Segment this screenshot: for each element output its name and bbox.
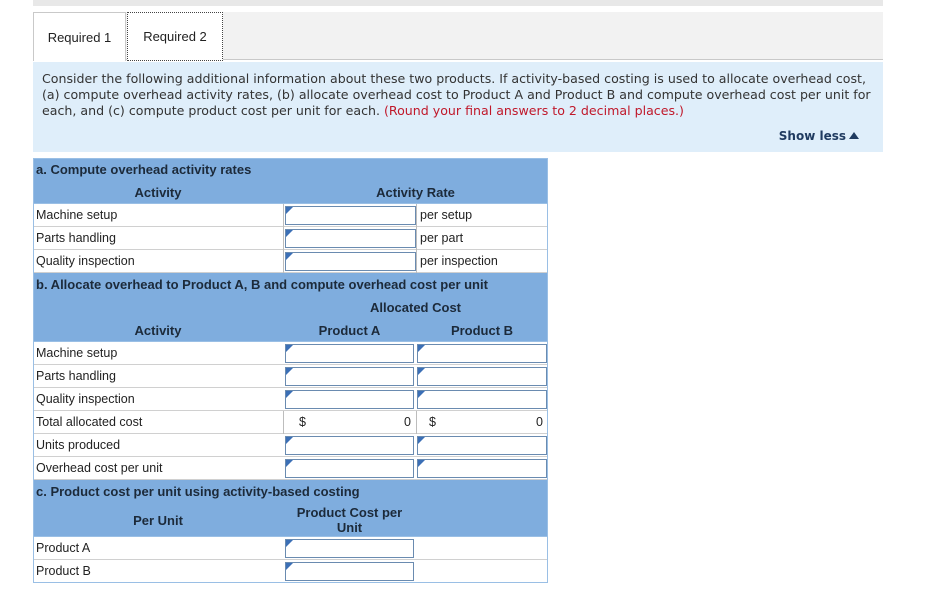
col-per-unit: Per Unit [133, 513, 183, 528]
section-a-title: a. Compute overhead activity rates [33, 158, 548, 181]
alloc-row-parts-handling [33, 365, 548, 388]
rate-input-machine-setup[interactable] [285, 206, 416, 225]
currency-symbol: $ [429, 415, 436, 429]
overhead-per-unit-row [33, 457, 548, 480]
total-product-a: 0 [404, 415, 411, 429]
tab-required-1[interactable]: Required 1 [33, 12, 126, 61]
overhead-b-input[interactable] [417, 459, 547, 478]
currency-symbol: $ [299, 415, 306, 429]
alloc-a-input-quality-inspection[interactable] [285, 390, 414, 409]
units-a-input[interactable] [285, 436, 414, 455]
col-product-b: Product B [450, 323, 514, 338]
col-activity: Activity [134, 323, 182, 338]
alloc-b-input-parts-handling[interactable] [417, 367, 547, 386]
col-activity: Activity [134, 185, 182, 200]
row-label: Overhead cost per unit [36, 461, 163, 475]
show-less-link[interactable] [779, 129, 859, 143]
rate-row-quality-inspection [33, 250, 548, 273]
unit-label: per inspection [420, 254, 498, 268]
tab-strip [33, 12, 883, 60]
alloc-row-machine-setup [33, 342, 548, 365]
product-cost-row-a [33, 537, 548, 560]
col-product-a: Product A [318, 323, 381, 338]
alloc-row-quality-inspection [33, 388, 548, 411]
total-product-b: 0 [536, 415, 543, 429]
total-allocated-row [33, 411, 548, 434]
product-cost-b-input[interactable] [285, 562, 414, 581]
show-less-label: Show less [778, 129, 846, 143]
units-b-input[interactable] [417, 436, 547, 455]
rate-input-quality-inspection[interactable] [285, 252, 416, 271]
row-label: Quality inspection [36, 392, 135, 406]
overhead-a-input[interactable] [285, 459, 414, 478]
instructions-body: Consider the following additional information about these two products. If activity-based costing is used to allocate overhead cost, (a) compute overhead activity rates, (b) allocate overhead cost to Product A and Product B and compute overhead cost per unit for each, and (c) compute product cost per unit for each. [42, 71, 871, 118]
tab-required-2[interactable]: Required 2 [127, 12, 223, 61]
row-label: Product B [36, 564, 91, 578]
alloc-b-input-quality-inspection[interactable] [417, 390, 547, 409]
rounding-note: (Round your final answers to 2 decimal places.) [384, 103, 684, 118]
row-label: Quality inspection [36, 254, 135, 268]
rate-row-machine-setup [33, 204, 548, 227]
rate-input-parts-handling[interactable] [285, 229, 416, 248]
section-c-title: c. Product cost per unit using activity-based costing [33, 480, 548, 503]
section-a-header [33, 181, 548, 204]
row-label: Product A [36, 541, 91, 555]
unit-label: per setup [420, 208, 473, 222]
alloc-a-input-machine-setup[interactable] [285, 344, 414, 363]
row-label: Total allocated cost [36, 415, 143, 429]
caret-up-icon [849, 132, 859, 139]
units-produced-row [33, 434, 548, 457]
rate-row-parts-handling [33, 227, 548, 250]
product-cost-row-b [33, 560, 548, 583]
row-label: Machine setup [36, 208, 118, 222]
section-b-header [33, 296, 548, 342]
unit-label: per part [420, 231, 464, 245]
row-label: Parts handling [36, 369, 116, 383]
col-product-cost-per-unit: Product Cost per Unit [296, 505, 403, 535]
top-bar [33, 0, 883, 6]
col-activity-rate: Activity Rate [376, 185, 455, 200]
allocated-cost-header: Allocated Cost [369, 300, 461, 315]
row-label: Units produced [36, 438, 121, 452]
alloc-b-input-machine-setup[interactable] [417, 344, 547, 363]
instructions-panel [33, 62, 883, 152]
row-label: Parts handling [36, 231, 116, 245]
section-c-header [33, 503, 548, 537]
instructions-text [42, 71, 873, 119]
section-b-title: b. Allocate overhead to Product A, B and compute overhead cost per unit [33, 273, 548, 296]
alloc-a-input-parts-handling[interactable] [285, 367, 414, 386]
product-cost-a-input[interactable] [285, 539, 414, 558]
row-label: Machine setup [36, 346, 118, 360]
